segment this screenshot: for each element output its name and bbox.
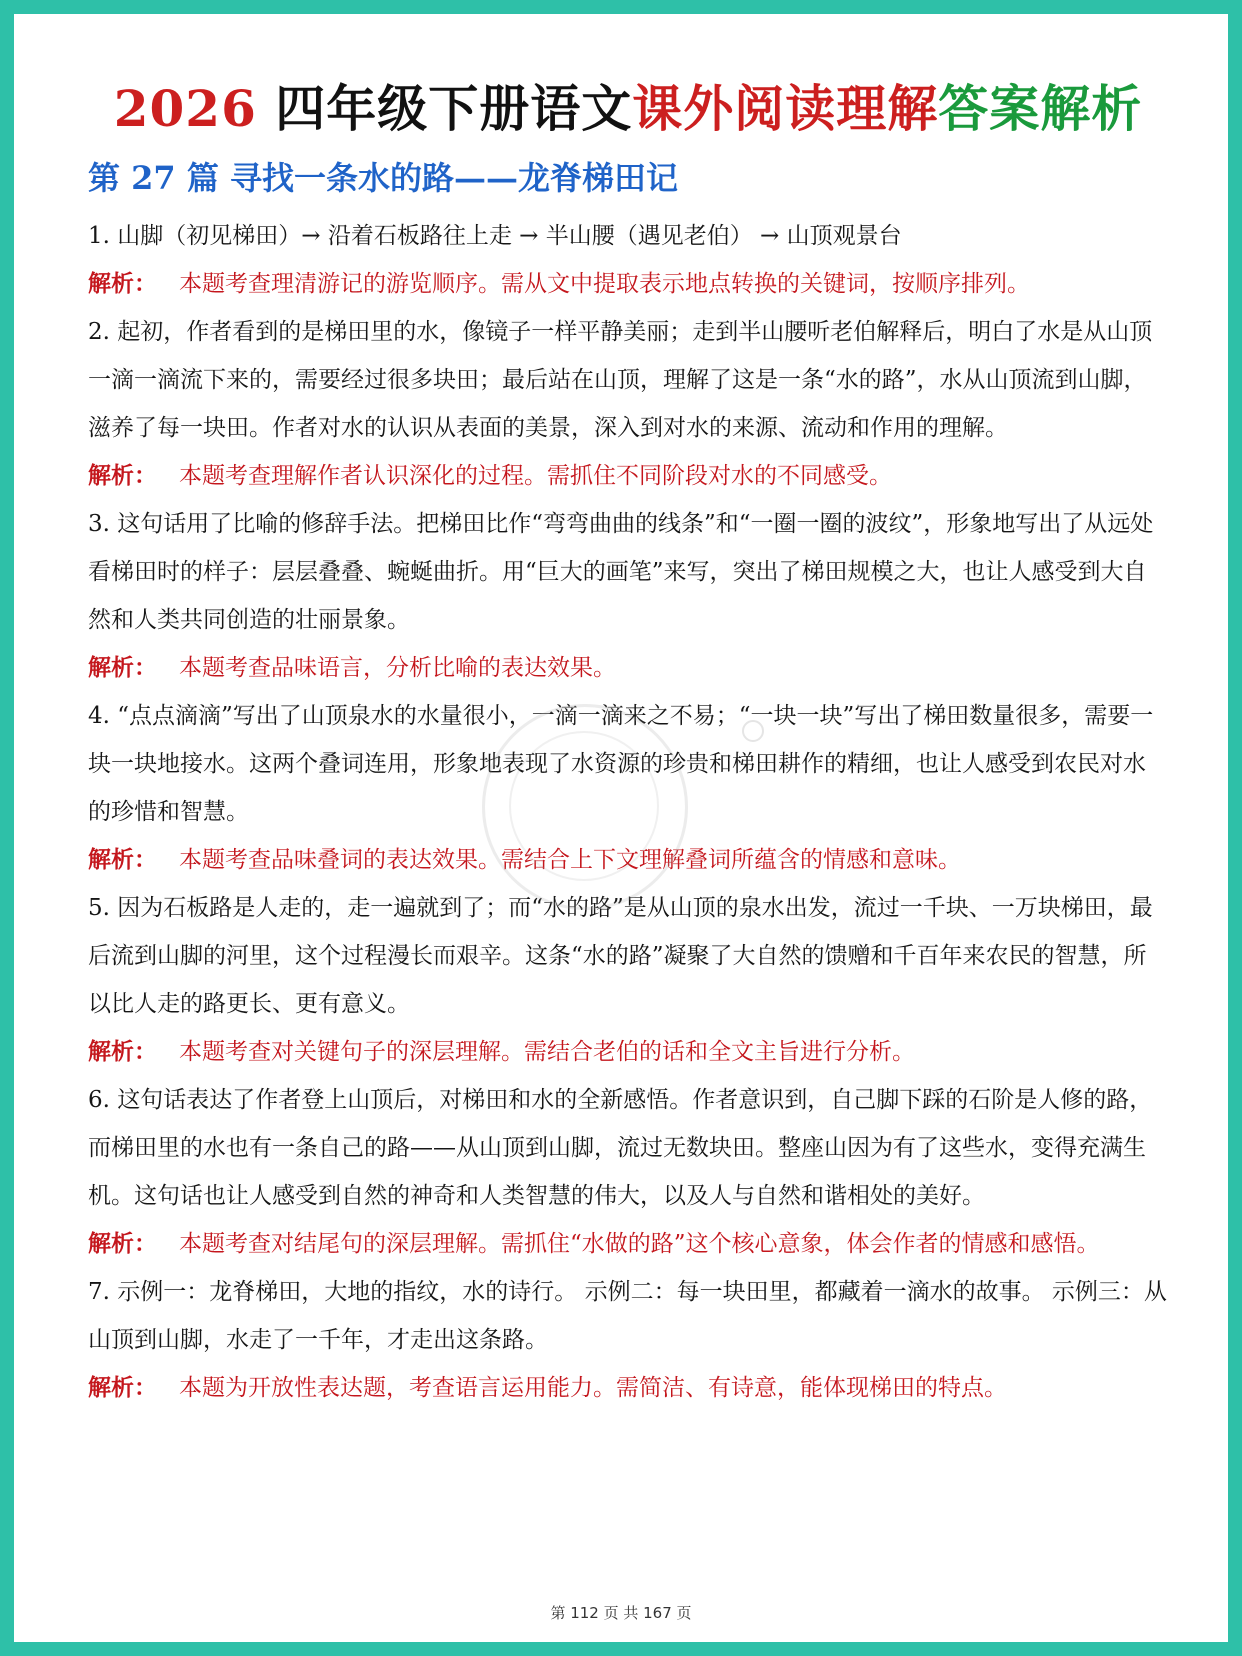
title-answer: 答案解析 [938,79,1143,138]
analysis-label: 解析： [88,654,157,681]
analysis-body: 本题考查理解作者认识深化的过程。需抓住不同阶段对水的不同感受。 [179,463,892,489]
answer-list [88,212,1168,1412]
analysis-text [88,1364,1168,1412]
analysis-text [88,644,1168,692]
analysis-text [88,1220,1168,1268]
title-year: 2026 [113,79,257,138]
analysis-body: 本题为开放性表达题，考查语言运用能力。需简洁、有诗意，能体现梯田的特点。 [179,1375,1007,1401]
answer-text: 4. “点点滴滴”写出了山顶泉水的水量很小，一滴一滴来之不易；“一块一块”写出了梯田数量很多，需要一块一块地接水。这两个叠词连用，形象地表现了水资源的珍贵和梯田耕作的精细，也让人感受到农民对水的珍惜和智慧。 [88,703,1154,825]
answer-text: 7. 示例一：龙脊梯田，大地的指纹，水的诗行。 示例二：每一块田里，都藏着一滴水的故事。 示例三：从山顶到山脚，水走了一千年，才走出这条路。 [88,1279,1167,1353]
answer-text: 2. 起初，作者看到的是梯田里的水，像镜子一样平静美丽；走到半山腰听老伯解释后，明白了水是从山顶一滴一滴流下来的，需要经过很多块田；最后站在山顶，理解了这是一条“水的路”，水从山顶流到山脚，滋养了每一块田。作者对水的认识从表面的美景，深入到对水的来源、流动和作用的理解。 [88,319,1153,441]
answer-item-3 [88,500,1168,692]
analysis-label: 解析： [88,1230,157,1257]
answer-item-6 [88,1076,1168,1268]
analysis-label: 解析： [88,270,157,297]
analysis-body: 本题考查理清游记的游览顺序。需从文中提取表示地点转换的关键词，按顺序排列。 [179,271,1030,297]
article-subtitle: 第 27 篇 寻找一条水的路——龙脊梯田记 [88,159,678,197]
title-grade: 四年级下册语文 [275,79,633,138]
answer-item-4 [88,692,1168,884]
document-page [14,14,1228,1642]
answer-item-7 [88,1268,1168,1412]
analysis-label: 解析： [88,1038,157,1065]
analysis-body: 本题考查对关键句子的深层理解。需结合老伯的话和全文主旨进行分析。 [179,1039,915,1065]
answer-text: 1. 山脚（初见梯田）→ 沿着石板路往上走 → 半山腰（遇见老伯） → 山顶观景台 [88,223,902,249]
answer-text: 5. 因为石板路是人走的，走一遍就到了；而“水的路”是从山顶的泉水出发，流过一千块、一万块梯田，最后流到山脚的河里，这个过程漫长而艰辛。这条“水的路”凝聚了大自然的馈赠和千百年来农民的智慧，所以比人走的路更长、更有意义。 [88,895,1153,1017]
answer-item-1 [88,212,1168,308]
analysis-body: 本题考查对结尾句的深层理解。需抓住“水做的路”这个核心意象，体会作者的情感和感悟。 [179,1231,1100,1257]
page-number: 第 112 页 共 167 页 [550,1604,692,1622]
title-topic: 课外阅读理解 [632,79,939,138]
analysis-text [88,1028,1168,1076]
analysis-body: 本题考查品味语言，分析比喻的表达效果。 [179,655,616,681]
answer-item-2 [88,308,1168,500]
answer-text: 3. 这句话用了比喻的修辞手法。把梯田比作“弯弯曲曲的线条”和“一圈一圈的波纹”，形象地写出了从远处看梯田时的样子：层层叠叠、蜿蜒曲折。用“巨大的画笔”来写，突出了梯田规模之大，也让人感受到大自然和人类共同创造的壮丽景象。 [88,511,1154,633]
analysis-text [88,260,1168,308]
analysis-label: 解析： [88,462,157,489]
watermark-dot-icon [742,720,764,742]
analysis-text [88,452,1168,500]
analysis-label: 解析： [88,1374,157,1401]
analysis-body: 本题考查品味叠词的表达效果。需结合上下文理解叠词所蕴含的情感和意味。 [179,847,961,873]
page-title [88,76,1168,142]
analysis-text [88,836,1168,884]
answer-text: 6. 这句话表达了作者登上山顶后，对梯田和水的全新感悟。作者意识到，自己脚下踩的石阶是人修的路，而梯田里的水也有一条自己的路——从山顶到山脚，流过无数块田。整座山因为有了这些水，变得充满生机。这句话也让人感受到自然的神奇和人类智慧的伟大，以及人与自然和谐相处的美好。 [88,1087,1153,1209]
answer-item-5 [88,884,1168,1076]
analysis-label: 解析： [88,846,157,873]
